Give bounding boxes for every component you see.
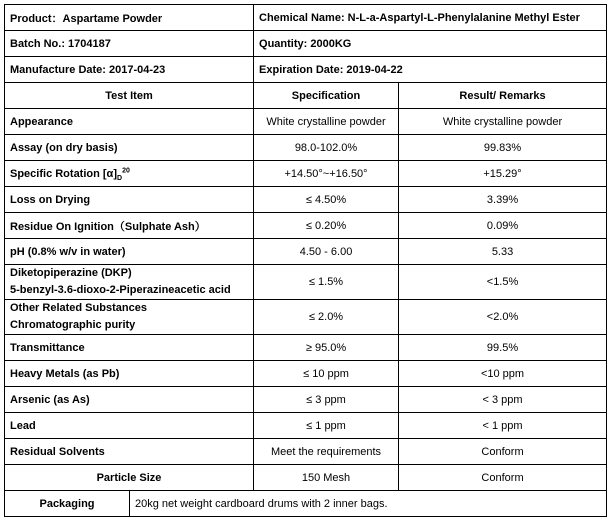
- header-row-1: [5, 5, 607, 31]
- result: <1.5%: [399, 265, 607, 300]
- test-item: [5, 300, 254, 335]
- result: < 1 ppm: [399, 413, 607, 439]
- test-item: Particle Size: [5, 465, 254, 491]
- test-item: Residue On Ignition（Sulphate Ash）: [5, 213, 254, 239]
- result: 99.83%: [399, 135, 607, 161]
- rotation-superscript: 20: [122, 166, 130, 174]
- packaging-row: [5, 491, 607, 517]
- specification: +14.50°~+16.50°: [254, 161, 399, 187]
- table-row: [5, 239, 607, 265]
- result: +15.29°: [399, 161, 607, 187]
- specification: White crystalline powder: [254, 109, 399, 135]
- table-row: [5, 413, 607, 439]
- specification: ≤ 4.50%: [254, 187, 399, 213]
- table-row: [5, 161, 607, 187]
- specification: ≤ 1.5%: [254, 265, 399, 300]
- table-row: [5, 439, 607, 465]
- coa-table: [4, 4, 607, 517]
- result: < 3 ppm: [399, 387, 607, 413]
- specification: Meet the requirements: [254, 439, 399, 465]
- test-item: Heavy Metals (as Pb): [5, 361, 254, 387]
- specification: ≤ 0.20%: [254, 213, 399, 239]
- result: Conform: [399, 439, 607, 465]
- table-row: [5, 135, 607, 161]
- table-row: [5, 361, 607, 387]
- test-item-line-2: 5-benzyl-3.6-dioxo-2-Piperazineacetic acid: [10, 284, 231, 296]
- test-item: Residual Solvents: [5, 439, 254, 465]
- chemical-name: Chemical Name: N-L-a-Aspartyl-L-Phenylalanine Methyl Ester: [254, 5, 607, 31]
- product-name: Product：Aspartame Powder: [5, 5, 254, 31]
- result: 3.39%: [399, 187, 607, 213]
- packaging-value: 20kg net weight cardboard drums with 2 inner bags.: [130, 491, 607, 517]
- col-header-result: Result/ Remarks: [399, 83, 607, 109]
- specification: 150 Mesh: [254, 465, 399, 491]
- result: 5.33: [399, 239, 607, 265]
- table-row: [5, 187, 607, 213]
- test-item: Appearance: [5, 109, 254, 135]
- col-header-specification: Specification: [254, 83, 399, 109]
- test-item: Loss on Drying: [5, 187, 254, 213]
- specification: 98.0-102.0%: [254, 135, 399, 161]
- specification: ≤ 3 ppm: [254, 387, 399, 413]
- expiration-date: Expiration Date: 2019-04-22: [254, 57, 607, 83]
- specification: ≤ 2.0%: [254, 300, 399, 335]
- packaging-label: Packaging: [5, 491, 130, 517]
- table-row: [5, 465, 607, 491]
- result: White crystalline powder: [399, 109, 607, 135]
- quantity: Quantity: 2000KG: [254, 31, 607, 57]
- table-row: [5, 265, 607, 300]
- result: <2.0%: [399, 300, 607, 335]
- manufacture-date: Manufacture Date: 2017-04-23: [5, 57, 254, 83]
- specification: ≥ 95.0%: [254, 335, 399, 361]
- rotation-subscript: D: [117, 174, 123, 182]
- test-item: Assay (on dry basis): [5, 135, 254, 161]
- test-item: [5, 265, 254, 300]
- test-item: pH (0.8% w/v in water): [5, 239, 254, 265]
- specification: 4.50 - 6.00: [254, 239, 399, 265]
- test-item-label: Specific Rotation [α]: [10, 167, 117, 180]
- test-item: Lead: [5, 413, 254, 439]
- specification: ≤ 10 ppm: [254, 361, 399, 387]
- result: 99.5%: [399, 335, 607, 361]
- result: <10 ppm: [399, 361, 607, 387]
- header-row-3: [5, 57, 607, 83]
- test-item: [5, 161, 254, 187]
- test-item-line-1: Diketopiperazine (DKP): [10, 267, 132, 279]
- test-item: Transmittance: [5, 335, 254, 361]
- table-row: [5, 387, 607, 413]
- test-item-line-1: Other Related Substances: [10, 302, 147, 314]
- col-header-test-item: Test Item: [5, 83, 254, 109]
- column-header-row: [5, 83, 607, 109]
- batch-number: Batch No.: 1704187: [5, 31, 254, 57]
- table-row: [5, 213, 607, 239]
- test-item-line-2: Chromatographic purity: [10, 319, 136, 331]
- header-row-2: [5, 31, 607, 57]
- result: 0.09%: [399, 213, 607, 239]
- result: Conform: [399, 465, 607, 491]
- table-row: [5, 109, 607, 135]
- table-row: [5, 300, 607, 335]
- test-item: Arsenic (as As): [5, 387, 254, 413]
- table-row: [5, 335, 607, 361]
- specification: ≤ 1 ppm: [254, 413, 399, 439]
